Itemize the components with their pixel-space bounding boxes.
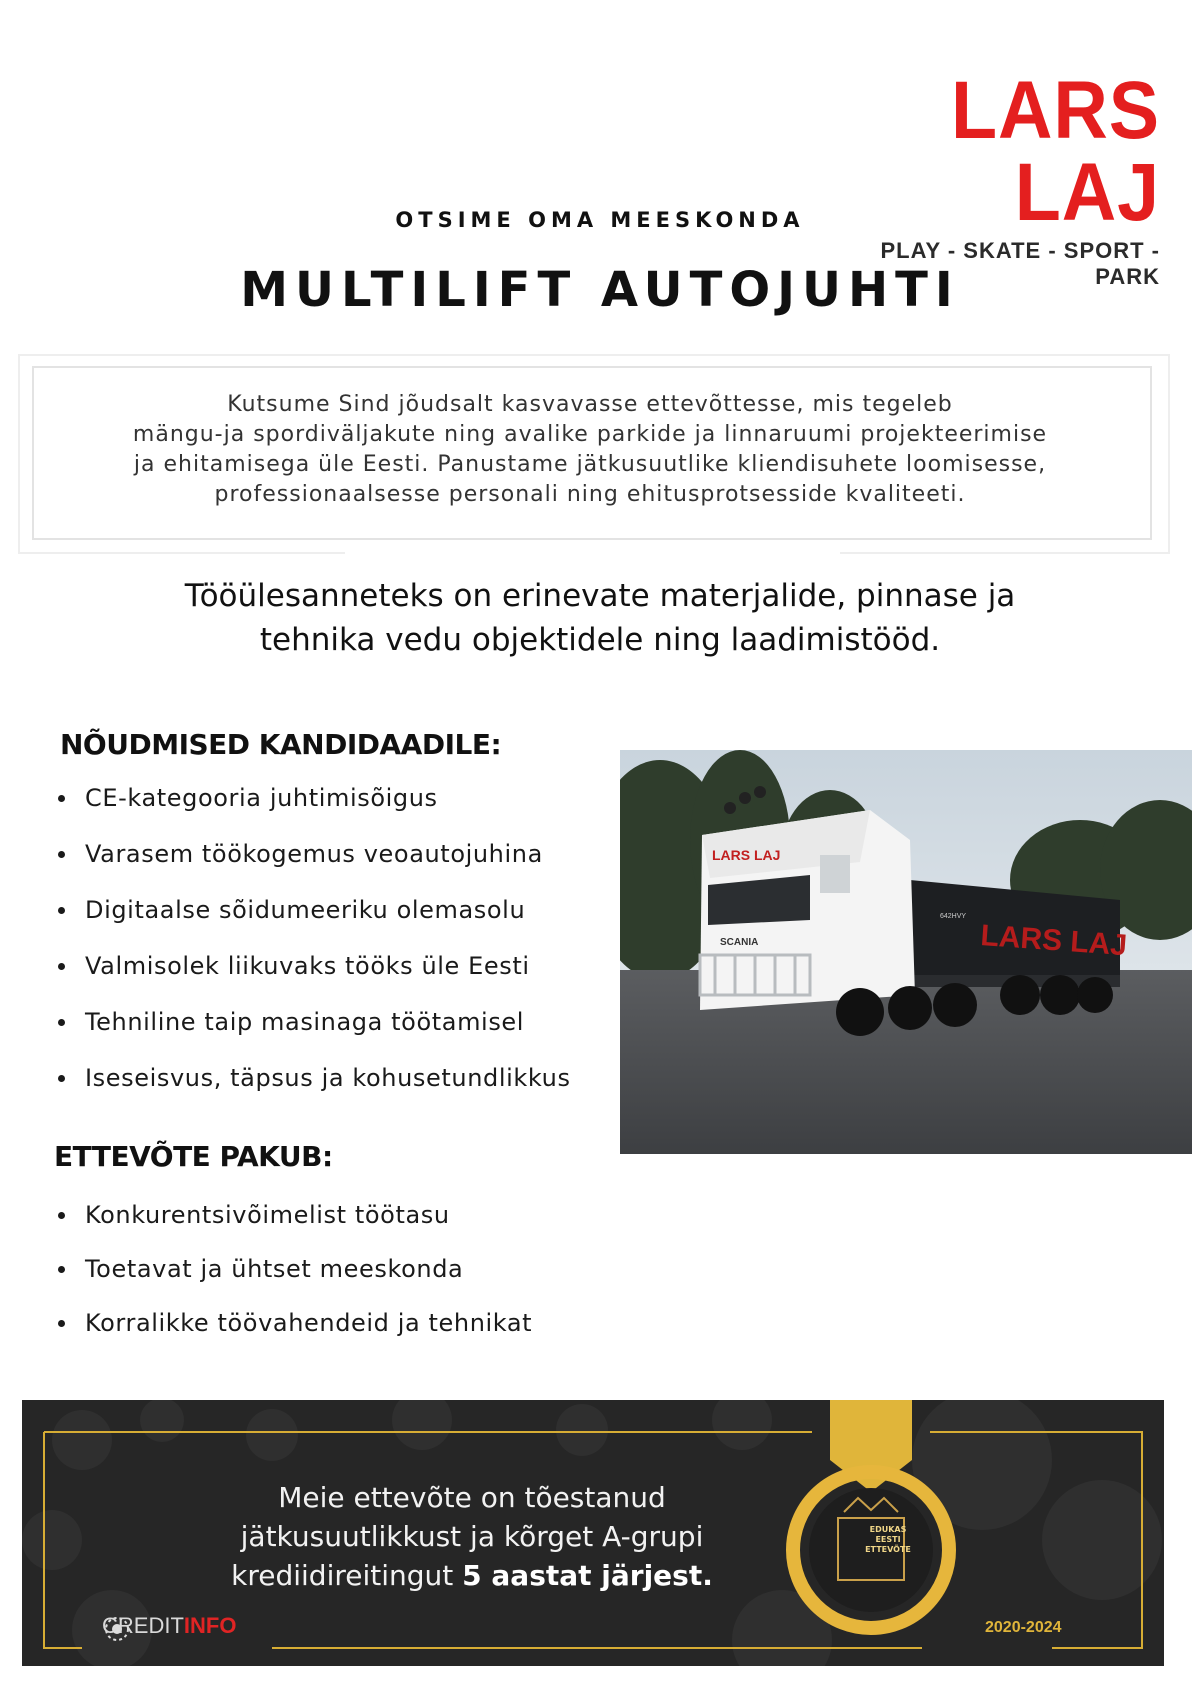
tasks-line: Tööülesanneteks on erinevate materjalide, pinnase ja <box>184 578 1016 614</box>
banner-message <box>192 1478 752 1595</box>
list-item-text: Digitaalse sõidumeeriku olemasolu <box>85 896 526 924</box>
bullet-icon <box>58 1019 65 1026</box>
medal-line: EDUKAS <box>869 1525 907 1534</box>
creditinfo-info: INFO <box>183 1613 237 1638</box>
trailer-label: LARS LAJ <box>979 919 1129 963</box>
list-item-text: CE-kategooria juhtimisõigus <box>85 784 438 812</box>
eyebrow-heading: OTSIME OMA MEESKONDA <box>395 208 805 232</box>
list-item <box>58 1308 618 1338</box>
banner-line <box>192 1556 752 1595</box>
bullet-icon <box>58 907 65 914</box>
requirements-list <box>58 783 618 1119</box>
creditinfo-logo <box>102 1613 236 1639</box>
bullet-icon <box>58 795 65 802</box>
list-item <box>58 1007 618 1037</box>
rating-years: 2020-2024 <box>985 1619 1062 1636</box>
logo-brand: LARS LAJ <box>950 65 1160 238</box>
list-item-text: Iseseisvus, täpsus ja kohusetundlikkus <box>85 1064 571 1092</box>
medal-line: ETTEVÕTE <box>865 1545 911 1554</box>
company-logo <box>820 65 1160 290</box>
bullet-icon <box>58 851 65 858</box>
list-item-text: Varasem töökogemus veoautojuhina <box>85 840 543 868</box>
intro-line: mängu-ja spordiväljakute ning avalike parkide ja linnaruumi projekteerimise <box>132 422 1048 447</box>
banner-line-text: krediidireitingut <box>231 1559 463 1592</box>
bullet-icon <box>58 1320 65 1327</box>
truck-photo <box>620 750 1192 1154</box>
bullet-icon <box>58 1075 65 1082</box>
credit-rating-banner <box>22 1400 1164 1666</box>
offer-heading: ETTEVÕTE PAKUB: <box>54 1140 333 1173</box>
job-title: MULTILIFT AUTOJUHTI <box>240 262 960 318</box>
bullet-icon <box>58 963 65 970</box>
intro-line: Kutsume Sind jõudsalt kasvavasse ettevõttesse, mis tegeleb <box>227 392 953 417</box>
banner-line: jätkusuutlikkust ja kõrget A-grupi <box>240 1520 704 1553</box>
creditinfo-credit: CREDIT <box>102 1613 184 1638</box>
list-item-text: Tehniline taip masinaga töötamisel <box>85 1008 525 1036</box>
tasks-line: tehnika vedu objektidele ning laadimistööd. <box>259 622 941 658</box>
list-item-text: Toetavat ja ühtset meeskonda <box>85 1255 464 1283</box>
logo-tagline: PLAY - SKATE - SPORT - PARK <box>880 238 1160 289</box>
intro-line: ja ehitamisega üle Eesti. Panustame jätkusuutlike kliendisuhete loomisesse, <box>133 452 1047 477</box>
list-item-text: Valmisolek liikuvaks tööks üle Eesti <box>85 952 530 980</box>
list-item <box>58 1200 618 1230</box>
bullet-icon <box>58 1212 65 1219</box>
list-item-text: Korralikke töövahendeid ja tehnikat <box>85 1309 533 1337</box>
tasks-statement <box>0 574 1200 662</box>
medal-label <box>848 1525 928 1555</box>
requirements-heading: NÕUDMISED KANDIDAADILE: <box>60 728 502 761</box>
list-item-text: Konkurentsivõimelist töötasu <box>85 1201 450 1229</box>
plate-label: 642HVY <box>940 913 967 920</box>
intro-frame-gap <box>345 540 840 560</box>
list-item <box>58 1063 618 1093</box>
intro-paragraph <box>40 390 1140 510</box>
offer-list <box>58 1200 618 1362</box>
list-item <box>58 839 618 869</box>
list-item <box>58 951 618 981</box>
banner-highlight: 5 aastat järjest. <box>462 1559 713 1592</box>
banner-line: Meie ettevõte on tõestanud <box>278 1481 666 1514</box>
cab-label: LARS LAJ <box>712 847 781 863</box>
list-item <box>58 895 618 925</box>
list-item <box>58 1254 618 1284</box>
bullet-icon <box>58 1266 65 1273</box>
intro-line: professionaalsesse personali ning ehitusprotsesside kvaliteeti. <box>214 482 966 507</box>
list-item <box>58 783 618 813</box>
medal-line: EESTI <box>875 1535 901 1544</box>
grille-label: SCANIA <box>720 937 759 948</box>
